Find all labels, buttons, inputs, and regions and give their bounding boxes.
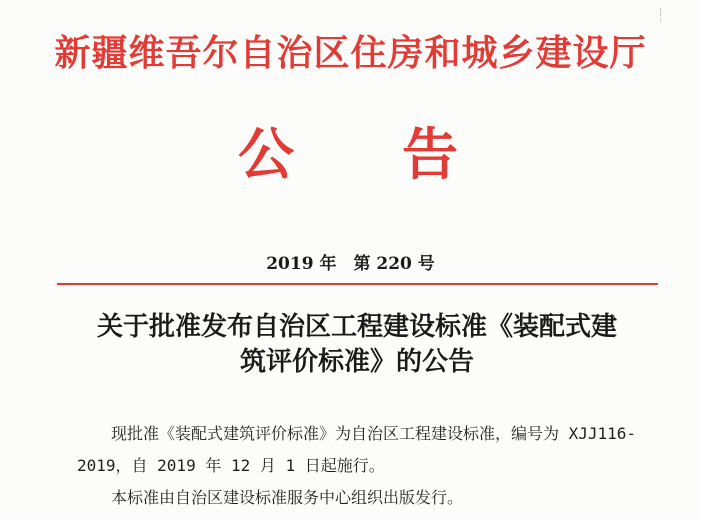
scan-mark bbox=[660, 8, 665, 22]
announcement-title bbox=[62, 310, 652, 380]
document-type bbox=[0, 122, 701, 192]
document-type-char-2: 告 bbox=[402, 122, 458, 188]
title-line-1: 关于批准发布自治区工程建设标准《装配式建 bbox=[96, 312, 617, 342]
body-paragraph-2: 本标准由自治区建设标准服务中心组织出版发行。 bbox=[111, 488, 464, 507]
document-type-char-1: 公 bbox=[238, 122, 294, 188]
body-paragraph-1: 现批准《装配式建筑评价标准》为自治区工程建设标准，编号为 XJJ116-2019，自 2019 年 12 月 1 日起施行。 bbox=[77, 424, 637, 475]
title-line-2: 筑评价标准》的公告 bbox=[239, 347, 474, 377]
document-number: 2019 年 第 220 号 bbox=[266, 254, 435, 274]
issuer-heading: 新疆维吾尔自治区住房和城乡建设厅 bbox=[54, 32, 647, 74]
red-divider-line bbox=[57, 283, 658, 285]
announcement-body bbox=[77, 418, 657, 514]
